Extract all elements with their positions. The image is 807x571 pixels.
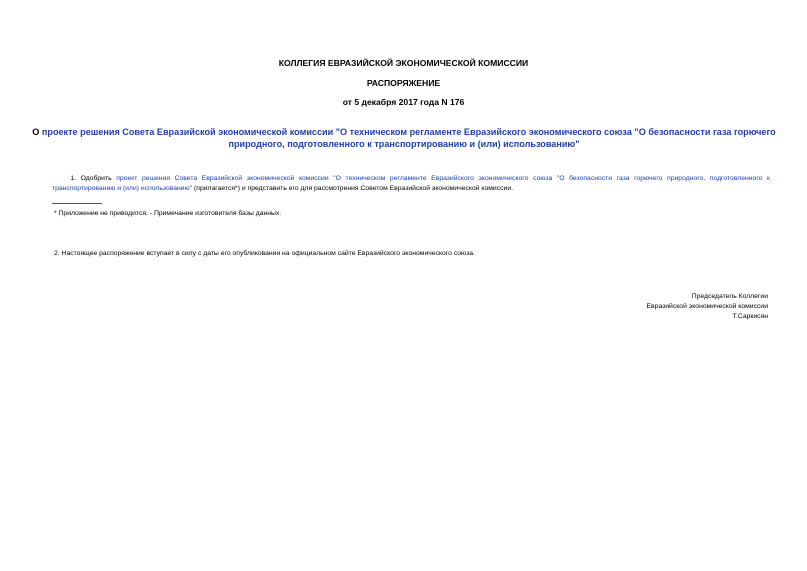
title-link[interactable]: проекте решения Совета Евразийской экономической комиссии "О техническом регламенте Евразийского экономического союза "О безопасности газа горючего природного, подготовленного к транспортированию и (или) использованию" bbox=[41, 127, 776, 149]
signature-position: Председатель Коллегии bbox=[691, 293, 768, 300]
paragraph-1-suffix: (прилагается*) и представить его для рассмотрения Советом Евразийской экономической комиссии. bbox=[192, 185, 514, 192]
title-prefix: О bbox=[32, 127, 42, 137]
signature-name: Т.Саркисян bbox=[732, 313, 768, 320]
organization-heading: КОЛЛЕГИЯ ЕВРАЗИЙСКОЙ ЭКОНОМИЧЕСКОЙ КОМИССИИ bbox=[278, 58, 529, 68]
footnote: * Приложение не приводится. - Примечание изготовителя базы данных. bbox=[54, 210, 282, 217]
paragraph-1 bbox=[52, 174, 770, 194]
date-number-heading: от 5 декабря 2017 года N 176 bbox=[342, 97, 465, 107]
document-type-heading: РАСПОРЯЖЕНИЕ bbox=[366, 78, 441, 88]
signature-organization: Евразийской экономической комиссии bbox=[646, 303, 768, 310]
document-title bbox=[28, 126, 780, 150]
paragraph-1-link[interactable]: проект решения Совета Евразийской экономической комиссии "О техническом регламенте Евразийского экономического союза "О безопасности газа горючего природного, подготовленного к транспортированию и (или) использованию" bbox=[52, 175, 770, 192]
paragraph-1-prefix: 1. Одобрить bbox=[70, 175, 117, 182]
footnote-divider bbox=[52, 203, 102, 204]
paragraph-2: 2. Настоящее распоряжение вступает в силу с даты его опубликования на официальном сайте Евразийского экономического союза. bbox=[54, 250, 475, 257]
